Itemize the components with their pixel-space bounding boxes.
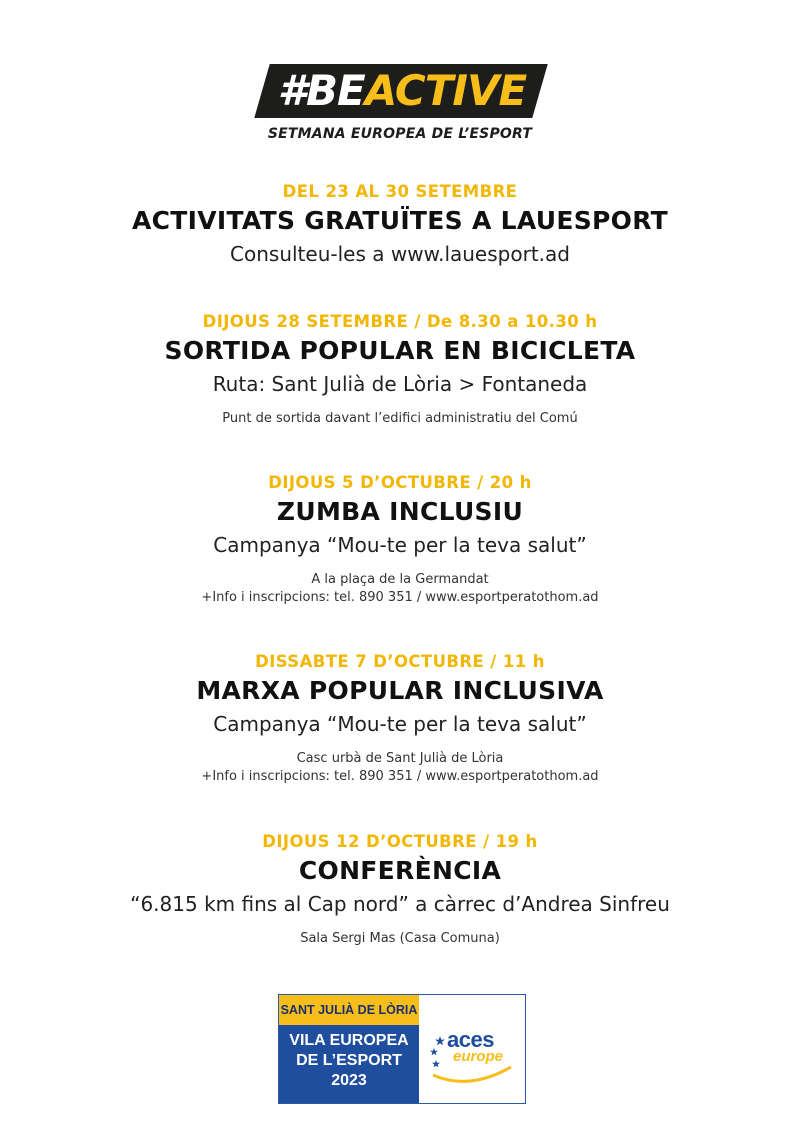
event-subtitle: “6.815 km fins al Cap nord” a càrrec d’Andrea Sinfreu bbox=[130, 892, 670, 916]
vila-europea-badge bbox=[278, 994, 526, 1104]
event-note: Punt de sortida davant l’edifici administratiu del Comú bbox=[222, 411, 578, 426]
logo-wordmark bbox=[272, 64, 532, 118]
event-subtitle: Consulteu-les a www.lauesport.ad bbox=[230, 242, 570, 266]
event-date: DIJOUS 28 SETEMBRE / De 8.30 a 10.30 h bbox=[202, 312, 598, 331]
aces-europe-logo bbox=[419, 995, 525, 1103]
event-4 bbox=[0, 650, 800, 786]
badge-town: SANT JULIÀ DE LÒRIA bbox=[279, 995, 419, 1025]
logo-hash-text: #BE bbox=[277, 66, 365, 115]
aces-wordmark: aces bbox=[447, 1027, 494, 1052]
logo-subtitle: SETMANA EUROPEA DE L’ESPORT bbox=[267, 126, 533, 142]
event-title: MARXA POPULAR INCLUSIVA bbox=[196, 676, 604, 705]
badge-left-panel bbox=[279, 995, 419, 1103]
logo-accent-text: ACTIVE bbox=[364, 66, 527, 115]
europe-wordmark: europe bbox=[453, 1048, 504, 1065]
event-note: Casc urbà de Sant Julià de Lòria bbox=[296, 751, 504, 766]
badge-title-block bbox=[279, 1025, 419, 1103]
event-date: DIJOUS 5 D’OCTUBRE / 20 h bbox=[268, 473, 532, 492]
event-2 bbox=[0, 310, 800, 428]
event-note: +Info i inscripcions: tel. 890 351 / www.esportperatothom.ad bbox=[201, 769, 599, 784]
event-title: ZUMBA INCLUSIU bbox=[276, 497, 524, 526]
event-subtitle: Ruta: Sant Julià de Lòria > Fontaneda bbox=[212, 372, 588, 396]
event-note: Sala Sergi Mas (Casa Comuna) bbox=[300, 931, 500, 946]
event-subtitle: Campanya “Mou-te per la teva salut” bbox=[213, 712, 587, 736]
event-3 bbox=[0, 471, 800, 607]
event-title: CONFERÈNCIA bbox=[298, 856, 502, 885]
event-date: DIJOUS 12 D’OCTUBRE / 19 h bbox=[262, 832, 538, 851]
event-date: DEL 23 AL 30 SETEMBRE bbox=[282, 182, 518, 201]
swoosh-icon bbox=[419, 995, 525, 1103]
event-date: DISSABTE 7 D’OCTUBRE / 11 h bbox=[255, 652, 545, 671]
badge-line-2: DE L’ESPORT bbox=[296, 1052, 402, 1069]
event-title: SORTIDA POPULAR EN BICICLETA bbox=[164, 336, 636, 365]
event-title: ACTIVITATS GRATUÏTES A LAUESPORT bbox=[132, 206, 668, 235]
event-note: A la plaça de la Germandat bbox=[311, 572, 489, 587]
event-1 bbox=[0, 180, 800, 270]
event-5 bbox=[0, 830, 800, 948]
event-subtitle: Campanya “Mou-te per la teva salut” bbox=[213, 533, 587, 557]
badge-line-3: 2023 bbox=[331, 1072, 367, 1089]
event-note: +Info i inscripcions: tel. 890 351 / www.esportperatothom.ad bbox=[201, 590, 599, 605]
badge-line-1: VILA EUROPEA bbox=[289, 1032, 409, 1049]
